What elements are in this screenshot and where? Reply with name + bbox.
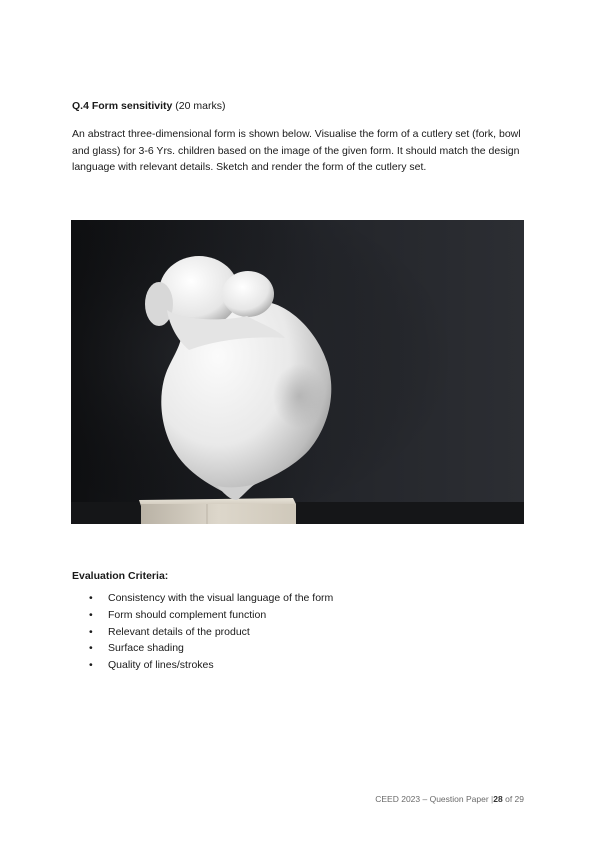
evaluation-heading: Evaluation Criteria: xyxy=(72,570,169,582)
table-surface xyxy=(71,502,524,524)
footer-page-total: of 29 xyxy=(505,794,524,804)
criteria-item: • Relevant details of the product xyxy=(72,624,333,641)
sculpture-left-lobe xyxy=(145,282,173,326)
evaluation-list xyxy=(72,590,333,674)
pedestal-block xyxy=(141,504,296,524)
criteria-item: • Surface shading xyxy=(72,640,333,657)
question-marks: (20 marks) xyxy=(175,100,226,112)
question-title: Q.4 Form sensitivity xyxy=(72,100,173,112)
criteria-item: • Quality of lines/strokes xyxy=(72,657,333,674)
footer-doc-label: CEED 2023 – Question Paper xyxy=(375,794,489,804)
sculpture-right-lobe xyxy=(222,271,274,317)
question-heading xyxy=(72,99,225,113)
page-footer xyxy=(375,794,524,804)
question-body: An abstract three-dimensional form is shown below. Visualise the form of a cutlery set (fork, bowl and glass) for 3-6 Yrs. children based on the image of the given form. It should match the design language with relevant details. Sketch and render the form of the cutlery set. xyxy=(72,128,521,173)
sculpture-photo xyxy=(71,220,524,524)
footer-page-current: 28 xyxy=(493,794,503,804)
criteria-item: • Consistency with the visual language of the form xyxy=(72,590,333,607)
criteria-item: • Form should complement function xyxy=(72,607,333,624)
footer-separator: | xyxy=(491,794,494,804)
sculpture-dimple xyxy=(273,364,325,428)
